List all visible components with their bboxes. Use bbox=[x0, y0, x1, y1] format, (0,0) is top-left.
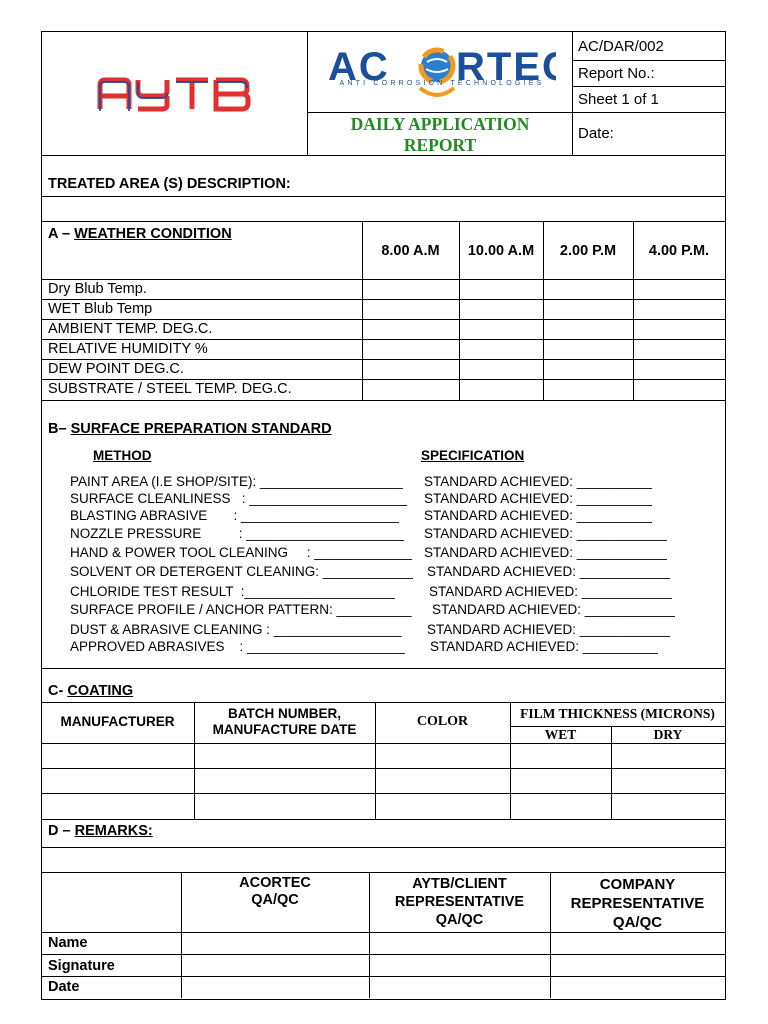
weather-row-substrate: SUBSTRATE / STEEL TEMP. DEG.C. bbox=[48, 381, 292, 397]
weather-row-humidity: RELATIVE HUMIDITY % bbox=[48, 341, 208, 357]
surface-heading: B– SURFACE PREPARATION STANDARD bbox=[48, 421, 332, 437]
col-dry: DRY bbox=[653, 727, 683, 742]
svg-text:RTEC: RTE bbox=[456, 45, 542, 89]
spec-surface-profile: STANDARD ACHIEVED: ____________ bbox=[432, 602, 675, 617]
acortec-tagline: ANTI CORROSION TECHNOLOGIES bbox=[339, 80, 545, 87]
spec-solvent-cleaning: STANDARD ACHIEVED: ____________ bbox=[427, 564, 670, 579]
time-2pm: 2.00 P.M bbox=[559, 243, 617, 259]
method-nozzle-pressure: NOZZLE PRESSURE : _____________________ bbox=[70, 526, 404, 541]
col-manufacturer: MANUFACTURER bbox=[60, 714, 175, 729]
col-wet: WET bbox=[544, 727, 577, 742]
report-title-line1: DAILY APPLICATION bbox=[350, 114, 530, 134]
doc-code: AC/DAR/002 bbox=[578, 38, 664, 55]
signoff-row-name: Name bbox=[48, 935, 88, 951]
spec-dust-abrasive: STANDARD ACHIEVED: ____________ bbox=[427, 622, 670, 637]
col-batch-number: BATCH NUMBER, MANUFACTURE DATE bbox=[212, 706, 357, 737]
specification-label: SPECIFICATION bbox=[421, 448, 525, 463]
method-approved-abrasives: APPROVED ABRASIVES : _____________________ bbox=[70, 639, 405, 654]
signoff-acortec-header: ACORTEC QA/QC bbox=[239, 875, 311, 908]
weather-row-wet-bulb: WET Blub Temp bbox=[48, 301, 153, 317]
weather-row-dry-bulb: Dry Blub Temp. bbox=[48, 281, 147, 297]
method-chloride-test: CHLORIDE TEST RESULT :____________________ bbox=[70, 584, 395, 599]
method-blasting-abrasive: BLASTING ABRASIVE : _____________________ bbox=[70, 508, 399, 523]
remarks-heading: D – REMARKS: bbox=[48, 823, 153, 839]
weather-row-ambient: AMBIENT TEMP. DEG.C. bbox=[48, 321, 213, 337]
spec-chloride-test: STANDARD ACHIEVED: ____________ bbox=[429, 584, 672, 599]
weather-heading: A – WEATHER CONDITION bbox=[48, 226, 232, 242]
spec-hand-power-tool: STANDARD ACHIEVED: ____________ bbox=[424, 545, 667, 560]
time-8am: 8.00 A.M bbox=[381, 243, 440, 259]
sheet-label: Sheet 1 of 1 bbox=[578, 91, 659, 108]
treated-area-label: TREATED AREA (S) DESCRIPTION: bbox=[48, 176, 291, 192]
method-surface-cleanliness: SURFACE CLEANLINESS : _____________________ bbox=[70, 491, 407, 506]
method-paint-area: PAINT AREA (I.E SHOP/SITE): ___________________ bbox=[70, 474, 403, 489]
spec-paint-area: STANDARD ACHIEVED: __________ bbox=[424, 474, 652, 489]
report-no-label: Report No.: bbox=[578, 65, 655, 82]
spec-approved-abrasives: STANDARD ACHIEVED: __________ bbox=[430, 639, 658, 654]
svg-text:AC: AC bbox=[328, 45, 390, 89]
aytb-logo bbox=[96, 76, 252, 117]
signoff-row-signature: Signature bbox=[48, 958, 115, 974]
spec-surface-cleanliness: STANDARD ACHIEVED: __________ bbox=[424, 491, 652, 506]
spec-blasting-abrasive: STANDARD ACHIEVED: __________ bbox=[424, 508, 652, 523]
method-label: METHOD bbox=[93, 448, 152, 463]
spec-nozzle-pressure: STANDARD ACHIEVED: ____________ bbox=[424, 526, 667, 541]
col-color: COLOR bbox=[416, 714, 469, 729]
col-film-thickness: FILM THICKNESS (MICRONS) bbox=[520, 706, 715, 721]
signoff-client-header: AYTB/CLIENT REPRESENTATIVE QA/QC bbox=[394, 876, 525, 928]
signoff-row-date: Date bbox=[48, 979, 80, 995]
date-label: Date: bbox=[578, 125, 614, 142]
time-4pm: 4.00 P.M. bbox=[648, 243, 710, 259]
weather-row-dew-point: DEW POINT DEG.C. bbox=[48, 361, 184, 377]
time-10am: 10.00 A.M bbox=[467, 243, 535, 259]
method-hand-power-tool: HAND & POWER TOOL CLEANING : _____________ bbox=[70, 545, 412, 560]
method-surface-profile: SURFACE PROFILE / ANCHOR PATTERN: __________ bbox=[70, 602, 412, 617]
report-title-line2: REPORT bbox=[403, 135, 477, 155]
signoff-company-header: COMPANY REPRESENTATIVE QA/QC bbox=[570, 876, 705, 931]
method-solvent-cleaning: SOLVENT OR DETERGENT CLEANING: ____________ bbox=[70, 564, 413, 579]
method-dust-abrasive: DUST & ABRASIVE CLEANING : _________________ bbox=[70, 622, 402, 637]
report-title bbox=[308, 114, 572, 156]
acortec-logo bbox=[328, 36, 556, 108]
coating-heading: C- COATING bbox=[48, 683, 134, 699]
